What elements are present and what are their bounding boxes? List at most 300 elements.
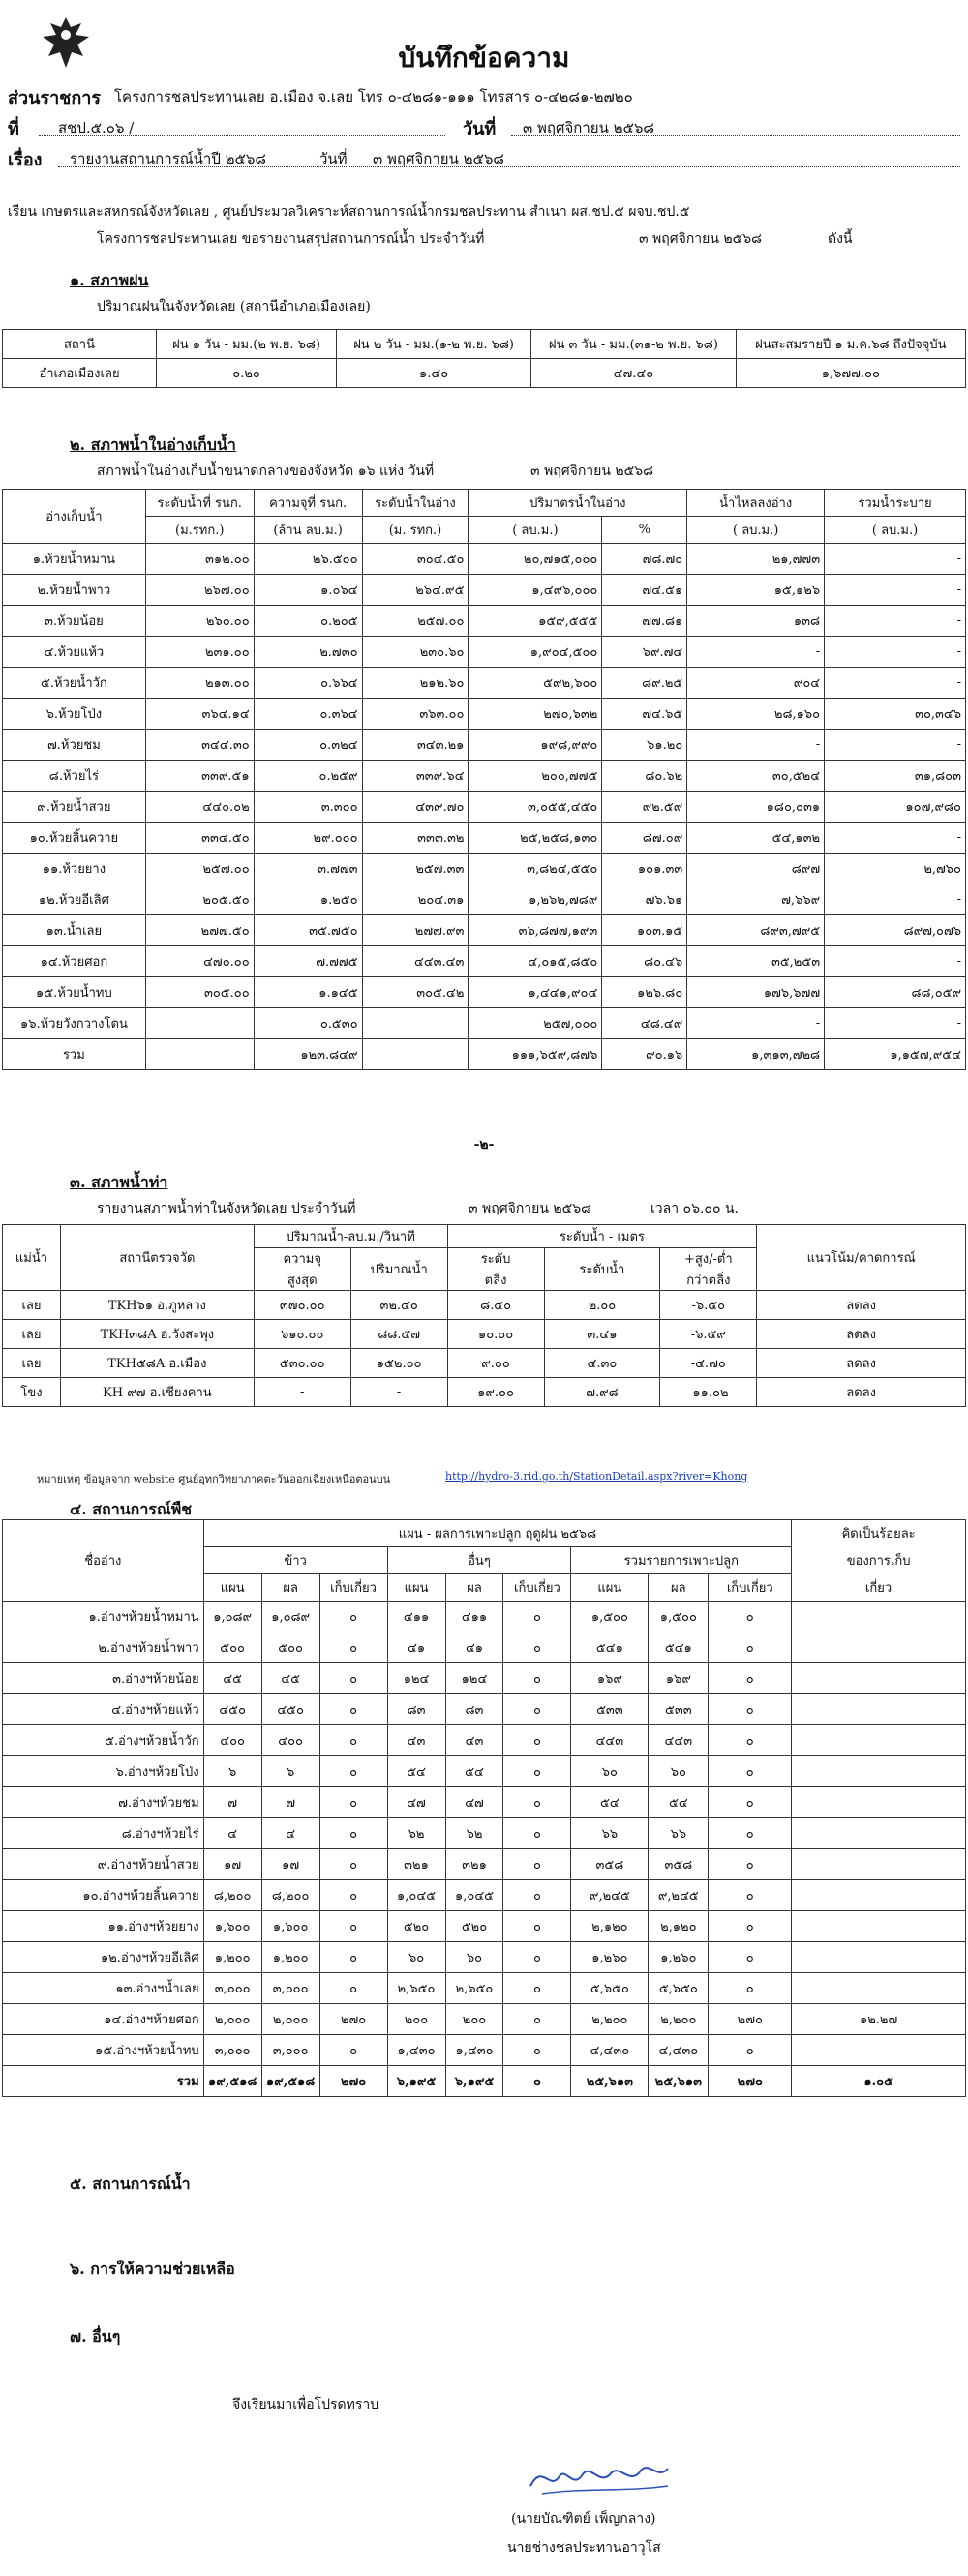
crop-row-cell: ๑๕.อ่างฯห้วยน้ำทบ [3, 2035, 204, 2066]
plan-col-header: แผน [203, 1574, 261, 1602]
crop-row-cell: ๑๒๔ [387, 1663, 445, 1694]
current-level-unit: (ม. รทก.) [362, 517, 469, 544]
reservoir-row-cell: ๒๘,๑๖๐ [687, 699, 825, 730]
reservoir-row-cell: ๗๗.๘๑ [602, 606, 687, 637]
river-row-cell: ๓๒.๔๐ [350, 1291, 447, 1320]
reservoir-row [3, 823, 966, 854]
reservoir-row-cell: ๑.ห้วยน้ำหมาน [3, 544, 146, 575]
crop-row-cell [792, 1756, 966, 1787]
crop-row-cell: ๐ [319, 2035, 387, 2066]
reservoir-row [3, 946, 966, 977]
reservoir-row-cell: ๓๔๓.๒๑ [362, 730, 469, 761]
crop-row-cell: ๘.อ่างฯห้วยไร่ [3, 1818, 204, 1849]
crop-row-cell: ๔๔๓ [649, 1725, 709, 1756]
reservoir-row-cell: ๖.ห้วยโป่ง [3, 699, 146, 730]
reservoir-row-cell: ๓๓๔.๕๐ [145, 823, 254, 854]
crop-row-cell [792, 1602, 966, 1632]
reservoir-name-header: อ่างเก็บน้ำ [3, 490, 146, 544]
crop-row-cell: ๐ [503, 1663, 571, 1694]
crop-row-cell: ๔๗ [445, 1787, 503, 1818]
crop-row-cell: ๑,๐๘๙ [261, 1602, 319, 1632]
river-sub-date: ๓ พฤศจิกายน ๒๕๖๘ [469, 1201, 591, 1216]
river-row-cell: ๘.๕๐ [447, 1291, 544, 1320]
crop-row-cell: ๕๔ [387, 1756, 445, 1787]
crop-row-cell: ๘๓ [387, 1694, 445, 1725]
crop-row-cell: ๖๖ [649, 1818, 709, 1849]
crop-row-cell: ๙.อ่างฯห้วยน้ำสวย [3, 1849, 204, 1880]
crops-heading: ๔. สถานการณ์พืช [70, 1500, 193, 1518]
crop-row-cell: ๐ [503, 1632, 571, 1663]
reservoir-row-cell: ๒๗๗.๕๐ [145, 915, 254, 946]
reservoir-sub-date: ๓ พฤศจิกายน ๒๕๖๘ [530, 464, 653, 479]
river-row-cell: -๖.๕๙ [660, 1320, 757, 1349]
river-source-link[interactable]: http://hydro-3.rid.go.th/StationDetail.aspx?river=Khong [445, 1470, 748, 1483]
reservoir-row-cell: ๖๙.๗๔ [602, 637, 687, 668]
river-row-cell: ๔.๓๐ [544, 1349, 660, 1378]
reservoir-total-row-cell: รวม [3, 1039, 146, 1070]
reservoir-row-cell: ๔๔๐.๐๒ [145, 792, 254, 823]
reservoir-row-cell: - [825, 606, 966, 637]
crop-row-cell: ๒,๒๐๐ [649, 2004, 709, 2035]
ref-label: ที่ [8, 119, 19, 139]
crop-row-cell: ๖๐ [387, 1942, 445, 1973]
crop-row-cell: ๕๓๓ [571, 1694, 649, 1725]
reservoir-row-cell: ๘๙๗,๐๗๖ [825, 915, 966, 946]
reservoir-row-cell: ๓,๘๒๔,๕๕๐ [469, 854, 602, 884]
reservoir-total-row [3, 1039, 966, 1070]
reservoir-row-cell: ๓๐๕.๔๒ [362, 977, 469, 1008]
crop-total-row-cell: ๑๙,๕๑๘ [203, 2066, 261, 2097]
reservoir-row-cell: - [687, 637, 825, 668]
crop-row-cell: ๕,๖๕๐ [571, 1973, 649, 2004]
rain-cell: อำเภอเมืองเลย [3, 359, 157, 388]
rice-header: ข้าว [203, 1547, 387, 1574]
rain-cell: ๑.๔๐ [337, 359, 531, 388]
crop-row-cell: ๙,๒๔๕ [571, 1880, 649, 1911]
reservoir-row-cell: ๔.ห้วยแห้ว [3, 637, 146, 668]
crop-row-cell: ๐ [319, 1973, 387, 2004]
crop-row-cell: ๐ [709, 1942, 792, 1973]
result-col-header: ผล [649, 1574, 709, 1602]
river-row-cell: เลย [3, 1349, 61, 1378]
crop-row-cell: ๑๔.อ่างฯห้วยศอก [3, 2004, 204, 2035]
crop-row [3, 2035, 966, 2066]
reservoir-row-cell: ๒๕๗.๐๐ [145, 854, 254, 884]
signer-name: (นายบัณฑิตย์ เพ็ญกลาง) [511, 2511, 656, 2527]
crop-row-cell [792, 2035, 966, 2066]
reservoir-row-cell: ๒๗๗.๙๓ [362, 915, 469, 946]
reservoir-row [3, 854, 966, 884]
crop-row-cell: ๑๗ [261, 1849, 319, 1880]
crop-row-cell: ๔๕ [203, 1663, 261, 1694]
crop-row-cell: ๓๕๘ [649, 1849, 709, 1880]
reservoir-row [3, 699, 966, 730]
water-level-header: ระดับน้ำ [544, 1248, 660, 1291]
crop-row-cell: ๕,๖๕๐ [649, 1973, 709, 2004]
rain-sub: ปริมาณฝนในจังหวัดเลย (สถานีอำเภอเมืองเลย) [97, 299, 371, 315]
reservoir-row-cell: ๑.๑๔๕ [254, 977, 362, 1008]
reservoir-row-cell: ๓๑๒.๐๐ [145, 544, 254, 575]
crop-row-cell: ๔๑ [445, 1632, 503, 1663]
crop-row-cell: ๐ [503, 2035, 571, 2066]
signature-image [523, 2453, 678, 2501]
reservoir-row-cell: ๗๔.๕๑ [602, 575, 687, 606]
crop-row [3, 2004, 966, 2035]
reservoir-row-cell: ๘๐.๖๒ [602, 761, 687, 792]
crop-row-cell: ๘,๒๐๐ [261, 1880, 319, 1911]
crop-row-cell: ๑,๔๓๐ [445, 2035, 503, 2066]
reservoir-row-cell: ๒,๗๖๐ [825, 854, 966, 884]
crop-row-cell: ๖๒ [445, 1818, 503, 1849]
reservoir-row-cell: ๑๔.ห้วยศอก [3, 946, 146, 977]
reservoir-row-cell: ๑๑.ห้วยยาง [3, 854, 146, 884]
rain-cell: ๑,๖๗๗.๐๐ [736, 359, 965, 388]
rain-cell: ๐.๒๐ [157, 359, 337, 388]
crop-row-cell: ๔๗ [387, 1787, 445, 1818]
crop-row-cell: ๒,๑๒๐ [649, 1911, 709, 1942]
reservoir-row [3, 730, 966, 761]
reservoir-row-cell: ๐.๓๖๔ [254, 699, 362, 730]
crop-row-cell: ๐ [503, 1787, 571, 1818]
reservoir-row-cell: ๓๐๔.๕๐ [362, 544, 469, 575]
crop-row-cell: ๕๐๐ [203, 1632, 261, 1663]
river-row-cell: ลดลง [757, 1320, 966, 1349]
volume-header: ปริมาตรน้ำในอ่าง [469, 490, 687, 517]
reservoir-row-cell: ๓๐,๕๒๔ [687, 761, 825, 792]
crop-row-cell: ๓.อ่างฯห้วยน้อย [3, 1663, 204, 1694]
crop-row-cell: ๒,๖๕๐ [387, 1973, 445, 2004]
river-row-cell: เลย [3, 1320, 61, 1349]
reservoir-row [3, 668, 966, 699]
capacity-unit: (ล้าน ลบ.ม.) [254, 517, 362, 544]
crop-row-cell: ๖.อ่างฯห้วยโป่ง [3, 1756, 204, 1787]
reservoir-row-cell: ๒๕,๒๕๘,๑๓๐ [469, 823, 602, 854]
flow-value-header: ปริมาณน้ำ [350, 1248, 447, 1291]
reservoir-row-cell: - [825, 1008, 966, 1039]
reservoir-row-cell: ๑๕๙,๕๕๕ [469, 606, 602, 637]
river-row-cell: KH ๙๗ อ.เชียงคาน [60, 1378, 254, 1407]
reservoir-row-cell: ๔๔๓.๔๓ [362, 946, 469, 977]
crop-row-cell: ๗.อ่างฯห้วยชม [3, 1787, 204, 1818]
crop-row-cell: ๘,๒๐๐ [203, 1880, 261, 1911]
crop-row-cell: ๐ [319, 1663, 387, 1694]
river-row-cell: TKH๖๑ อ.ภูหลวง [60, 1291, 254, 1320]
crop-row-cell: ๐ [709, 1756, 792, 1787]
crop-row [3, 1663, 966, 1694]
crop-row-cell: ๐ [319, 1880, 387, 1911]
reservoir-row-cell: ๒๕๗,๐๐๐ [469, 1008, 602, 1039]
river-row-cell: - [350, 1378, 447, 1407]
crop-row [3, 1973, 966, 2004]
crop-row-cell: ๔๔๓ [571, 1725, 649, 1756]
reservoir-row-cell: ๑๕.ห้วยน้ำทบ [3, 977, 146, 1008]
result-col-header: ผล [261, 1574, 319, 1602]
reservoir-row-cell: ๗,๖๖๙ [687, 884, 825, 915]
crop-row-cell: ๔๕๐ [261, 1694, 319, 1725]
river-row-cell: โขง [3, 1378, 61, 1407]
crop-row-cell: ๐ [503, 1602, 571, 1632]
crop-row-cell: ๔ [203, 1818, 261, 1849]
reservoir-row [3, 544, 966, 575]
crop-row-cell: ๐ [503, 2004, 571, 2035]
crop-row-cell: ๑๑.อ่างฯห้วยยาง [3, 1911, 204, 1942]
reservoir-row-cell: ๓๓๙.๕๑ [145, 761, 254, 792]
river-row-cell: TKH๓๘A อ.วังสะพุง [60, 1320, 254, 1349]
reservoir-row-cell: ๑๐๗,๙๘๐ [825, 792, 966, 823]
crop-row-cell: ๑,๔๓๐ [387, 2035, 445, 2066]
reservoir-row-cell: ๓๓๙.๖๔ [362, 761, 469, 792]
reservoir-row-cell: ๓๑,๘๐๓ [825, 761, 966, 792]
crop-row-cell: ๐ [709, 1880, 792, 1911]
reservoir-row-cell: ๓.๗๗๓ [254, 854, 362, 884]
reservoir-row-cell: ๓.ห้วยน้อย [3, 606, 146, 637]
crop-row-cell: ๕๒๐ [445, 1911, 503, 1942]
reservoir-row-cell: ๒.ห้วยน้ำพาว [3, 575, 146, 606]
reservoir-row-cell: - [825, 823, 966, 854]
crop-total-row-cell: ๒๗๐ [319, 2066, 387, 2097]
reservoir-row-cell: ๒๖๔.๙๕ [362, 575, 469, 606]
reservoir-row-cell: ๒๐,๗๑๕,๐๐๐ [469, 544, 602, 575]
harvest-col-header: เก็บเกี่ยว [709, 1574, 792, 1602]
crop-row-cell: ๐ [503, 1818, 571, 1849]
other-crops-header: อื่นๆ [387, 1547, 571, 1574]
river-col-header: แม่น้ำ [3, 1225, 61, 1291]
reservoir-row-cell: ๑๒.ห้วยอีเลิศ [3, 884, 146, 915]
crop-row [3, 1818, 966, 1849]
crop-row-cell: ๐ [709, 1973, 792, 2004]
crop-row-cell: ๒,๐๐๐ [203, 2004, 261, 2035]
reservoir-row-cell: - [687, 1008, 825, 1039]
crop-row-cell: ๐ [709, 1787, 792, 1818]
crop-row-cell: ๔๑๑ [387, 1602, 445, 1632]
crop-row-cell: ๖๐ [445, 1942, 503, 1973]
crop-row-cell: ๒๐๐ [445, 2004, 503, 2035]
crop-row-cell: ๒,๐๐๐ [261, 2004, 319, 2035]
crop-row-cell: ๐ [503, 1725, 571, 1756]
crop-total-row-cell: ๒๕,๖๑๓ [649, 2066, 709, 2097]
crop-row-cell: ๓,๐๐๐ [203, 2035, 261, 2066]
reservoir-total-row-cell [362, 1039, 469, 1070]
river-row-cell: ๓.๔๑ [544, 1320, 660, 1349]
crop-row [3, 1602, 966, 1632]
total-crops-header: รวมรายการเพาะปลูก [571, 1547, 792, 1574]
crop-row-cell: ๐ [709, 1602, 792, 1632]
crop-total-row-cell: ๑๙,๕๑๘ [261, 2066, 319, 2097]
reservoir-heading: ๒. สภาพน้ำในอ่างเก็บน้ำ [70, 435, 236, 454]
signer-position: นายช่างชลประทานอาวุโส [507, 2540, 661, 2556]
reservoir-row-cell: ๑๘๐,๐๓๑ [687, 792, 825, 823]
reservoir-row-cell: ๒๗๐,๖๓๒ [469, 699, 602, 730]
crop-row-cell: ๒.อ่างฯห้วยน้ำพาว [3, 1632, 204, 1663]
reservoir-row-cell: - [825, 668, 966, 699]
reservoir-row-cell: ๑๙๘,๙๙๐ [469, 730, 602, 761]
rain-header-cell: ฝน ๒ วัน - มม.(๑-๒ พ.ย. ๖๘) [337, 330, 531, 359]
reservoir-total-row-cell [145, 1039, 254, 1070]
reservoir-row [3, 977, 966, 1008]
crop-row-cell: ๔,๔๓๐ [571, 2035, 649, 2066]
crop-row-cell: ๔ [261, 1818, 319, 1849]
crop-row-cell [792, 1849, 966, 1880]
station-col-header: สถานีตรวจวัด [60, 1225, 254, 1291]
inflow-header: น้ำไหลลงอ่าง [687, 490, 825, 517]
reservoir-row-cell: ๑,๔๔๑,๙๐๔ [469, 977, 602, 1008]
intro-line2-date: ๓ พฤศจิกายน ๒๕๖๘ [639, 231, 762, 247]
crop-row-cell [792, 1880, 966, 1911]
section-7-heading: ๗. อื่นๆ [70, 2327, 121, 2346]
reservoir-row-cell: ๑,๒๖๒,๗๘๙ [469, 884, 602, 915]
reservoir-row-cell: ๗๖.๖๑ [602, 884, 687, 915]
page-number: -๒- [473, 1137, 495, 1153]
reservoir-row-cell: ๗.ห้วยชม [3, 730, 146, 761]
river-row-cell: ๘๘.๕๗ [350, 1320, 447, 1349]
rain-table [2, 329, 966, 388]
reservoir-row-cell: ๘๐.๔๖ [602, 946, 687, 977]
reservoir-row-cell: ๑.๐๖๔ [254, 575, 362, 606]
crop-row-cell [792, 1694, 966, 1725]
crop-row-cell: ๓,๐๐๐ [261, 2035, 319, 2066]
reservoir-row-cell: ๐.๕๓๐ [254, 1008, 362, 1039]
crop-row-cell: ๑,๐๔๕ [387, 1880, 445, 1911]
reservoir-row-cell: ๓๖๓.๐๐ [362, 699, 469, 730]
crop-row-cell: ๐ [319, 1942, 387, 1973]
river-row-cell: ลดลง [757, 1349, 966, 1378]
crop-row-cell: ๔๐๐ [203, 1725, 261, 1756]
crops-table [2, 1519, 966, 2097]
crop-row [3, 1632, 966, 1663]
river-row-cell: -๑๑.๐๒ [660, 1378, 757, 1407]
reservoir-row-cell: ๓.๓๐๐ [254, 792, 362, 823]
crop-row-cell: ๕๔๑ [649, 1632, 709, 1663]
crop-total-row-cell: ๒๗๐ [709, 2066, 792, 2097]
river-row-cell: เลย [3, 1291, 61, 1320]
crop-row-cell: ๒,๒๐๐ [571, 2004, 649, 2035]
crop-row-cell: ๐ [503, 1973, 571, 2004]
crop-row-cell: ๓,๐๐๐ [261, 1973, 319, 2004]
crop-row-cell: ๔๑ [387, 1632, 445, 1663]
river-heading: ๓. สภาพน้ำท่า [70, 1173, 168, 1191]
crop-row-cell: ๐ [709, 1725, 792, 1756]
crop-row-cell: ๑.อ่างฯห้วยน้ำหมาน [3, 1602, 204, 1632]
crop-row-cell: ๔๓ [445, 1725, 503, 1756]
crop-total-row-cell: ๒๕,๖๑๓ [571, 2066, 649, 2097]
reservoir-row [3, 606, 966, 637]
river-row-cell: ลดลง [757, 1291, 966, 1320]
crop-row-cell: ๔๑๑ [445, 1602, 503, 1632]
crop-row-cell: ๒๗๐ [319, 2004, 387, 2035]
reservoir-row-cell: ๒๑,๗๗๓ [687, 544, 825, 575]
reservoir-row-cell: ๕.ห้วยน้ำวัก [3, 668, 146, 699]
crop-row-cell: ๐ [319, 1849, 387, 1880]
capacity-header: ความจุที่ รนก. [254, 490, 362, 517]
rain-header-cell: ฝนสะสมรายปี ๑ ม.ค.๖๘ ถึงปัจจุบัน [736, 330, 965, 359]
reservoir-row-cell: ๓๐,๓๔๖ [825, 699, 966, 730]
river-row-cell: ลดลง [757, 1378, 966, 1407]
crop-row-cell: ๕๐๐ [261, 1632, 319, 1663]
reservoir-total-row-cell: ๑,๑๕๗,๙๕๔ [825, 1039, 966, 1070]
crop-row-cell: ๕๔ [571, 1787, 649, 1818]
crop-row-cell: ๐ [709, 1849, 792, 1880]
river-row-cell: - [254, 1378, 350, 1407]
reservoir-row-cell: ๓๔๔.๓๐ [145, 730, 254, 761]
crop-row-cell [792, 1818, 966, 1849]
river-row-cell: -๔.๗๐ [660, 1349, 757, 1378]
river-row-cell: ๙.๐๐ [447, 1349, 544, 1378]
reservoir-row-cell: ๘.ห้วยไร่ [3, 761, 146, 792]
crop-row-cell: ๑๓.อ่างฯน้ำเลย [3, 1973, 204, 2004]
crop-row-cell: ๐ [319, 1725, 387, 1756]
crop-total-row-cell: ๖,๑๙๕ [445, 2066, 503, 2097]
crop-total-row [3, 2066, 966, 2097]
reservoir-row-cell: ๘๘,๐๕๙ [825, 977, 966, 1008]
reservoir-row-cell: ๕๙๒,๖๐๐ [469, 668, 602, 699]
reservoir-row [3, 1008, 966, 1039]
reservoir-total-row-cell: ๑๑๑,๖๕๙,๘๗๖ [469, 1039, 602, 1070]
crop-row-cell: ๐ [319, 1602, 387, 1632]
reservoir-row-cell: - [825, 730, 966, 761]
reservoir-row-cell: ๔,๐๑๕,๘๕๐ [469, 946, 602, 977]
reservoir-row-cell: ๑,๔๙๖,๐๐๐ [469, 575, 602, 606]
crop-row-cell: ๓๒๑ [387, 1849, 445, 1880]
reservoir-row-cell: ๑๒๖.๘๐ [602, 977, 687, 1008]
crop-pct-header-2: ของการเก็บ [792, 1547, 966, 1574]
river-row [3, 1320, 966, 1349]
crop-row-cell: ๑,๕๐๐ [649, 1602, 709, 1632]
reservoir-row-cell: ๗.๗๗๕ [254, 946, 362, 977]
river-row-cell: ๗.๙๘ [544, 1378, 660, 1407]
crop-row-cell [792, 1632, 966, 1663]
crop-row-cell: ๒๗๐ [709, 2004, 792, 2035]
crop-row-cell: ๐ [503, 1756, 571, 1787]
rain-heading: ๑. สภาพฝน [70, 271, 149, 289]
reservoir-row-cell: ๒๙.๐๐๐ [254, 823, 362, 854]
crop-row [3, 1880, 966, 1911]
crop-row-cell: ๓๒๑ [445, 1849, 503, 1880]
level-header: ระดับน้ำที่ รนก. [145, 490, 254, 517]
intro-line2: โครงการชลประทานเลย ขอรายงานสรุปสถานการณ์น้ำ ประจำวันที่ [97, 231, 485, 247]
reservoir-row-cell: ๒๖.๕๐๐ [254, 544, 362, 575]
crop-row-cell [792, 1663, 966, 1694]
max-capacity-header-2: สูงสุด [254, 1270, 350, 1291]
crop-row-cell: ๐ [319, 1818, 387, 1849]
crop-row-cell: ๐ [319, 1694, 387, 1725]
crop-row-cell: ๐ [709, 1818, 792, 1849]
crop-row-cell: ๖๒ [387, 1818, 445, 1849]
reservoir-row-cell: ๒๐๔.๓๑ [362, 884, 469, 915]
crop-plan-header: แผน - ผลการเพาะปลูก ฤดูฝน ๒๕๖๘ [203, 1520, 792, 1547]
rain-header-cell: ฝน ๓ วัน - มม.(๓๑-๒ พ.ย. ๖๘) [531, 330, 737, 359]
crop-row-cell: ๙,๒๔๕ [649, 1880, 709, 1911]
subject-date-label: วันที่ [319, 150, 348, 167]
plan-col-header: แผน [571, 1574, 649, 1602]
reservoir-row-cell: ๘๙.๒๕ [602, 668, 687, 699]
reservoir-row-cell: ๒๖๐.๐๐ [145, 606, 254, 637]
reservoir-row-cell: ๓๓๓.๓๒ [362, 823, 469, 854]
reservoir-row-cell: ๓๐๕.๐๐ [145, 977, 254, 1008]
rain-cell: ๔๗.๔๐ [531, 359, 737, 388]
trend-col-header: แนวโน้ม/คาดการณ์ [757, 1225, 966, 1291]
crop-row-cell: ๕.อ่างฯห้วยน้ำวัก [3, 1725, 204, 1756]
river-row-cell: ๑๙.๐๐ [447, 1378, 544, 1407]
crop-row-cell: ๕๔๑ [571, 1632, 649, 1663]
reservoir-total-row-cell: ๑,๓๑๓,๗๒๘ [687, 1039, 825, 1070]
harvest-col-header: เก็บเกี่ยว [503, 1574, 571, 1602]
crop-row-cell: ๑๖๙ [571, 1663, 649, 1694]
crop-row-cell: ๖๐ [649, 1756, 709, 1787]
crop-row-cell: ๐ [709, 1632, 792, 1663]
river-row [3, 1378, 966, 1407]
crop-row-cell: ๐ [503, 1911, 571, 1942]
reservoir-row-cell: ๐.๓๒๔ [254, 730, 362, 761]
